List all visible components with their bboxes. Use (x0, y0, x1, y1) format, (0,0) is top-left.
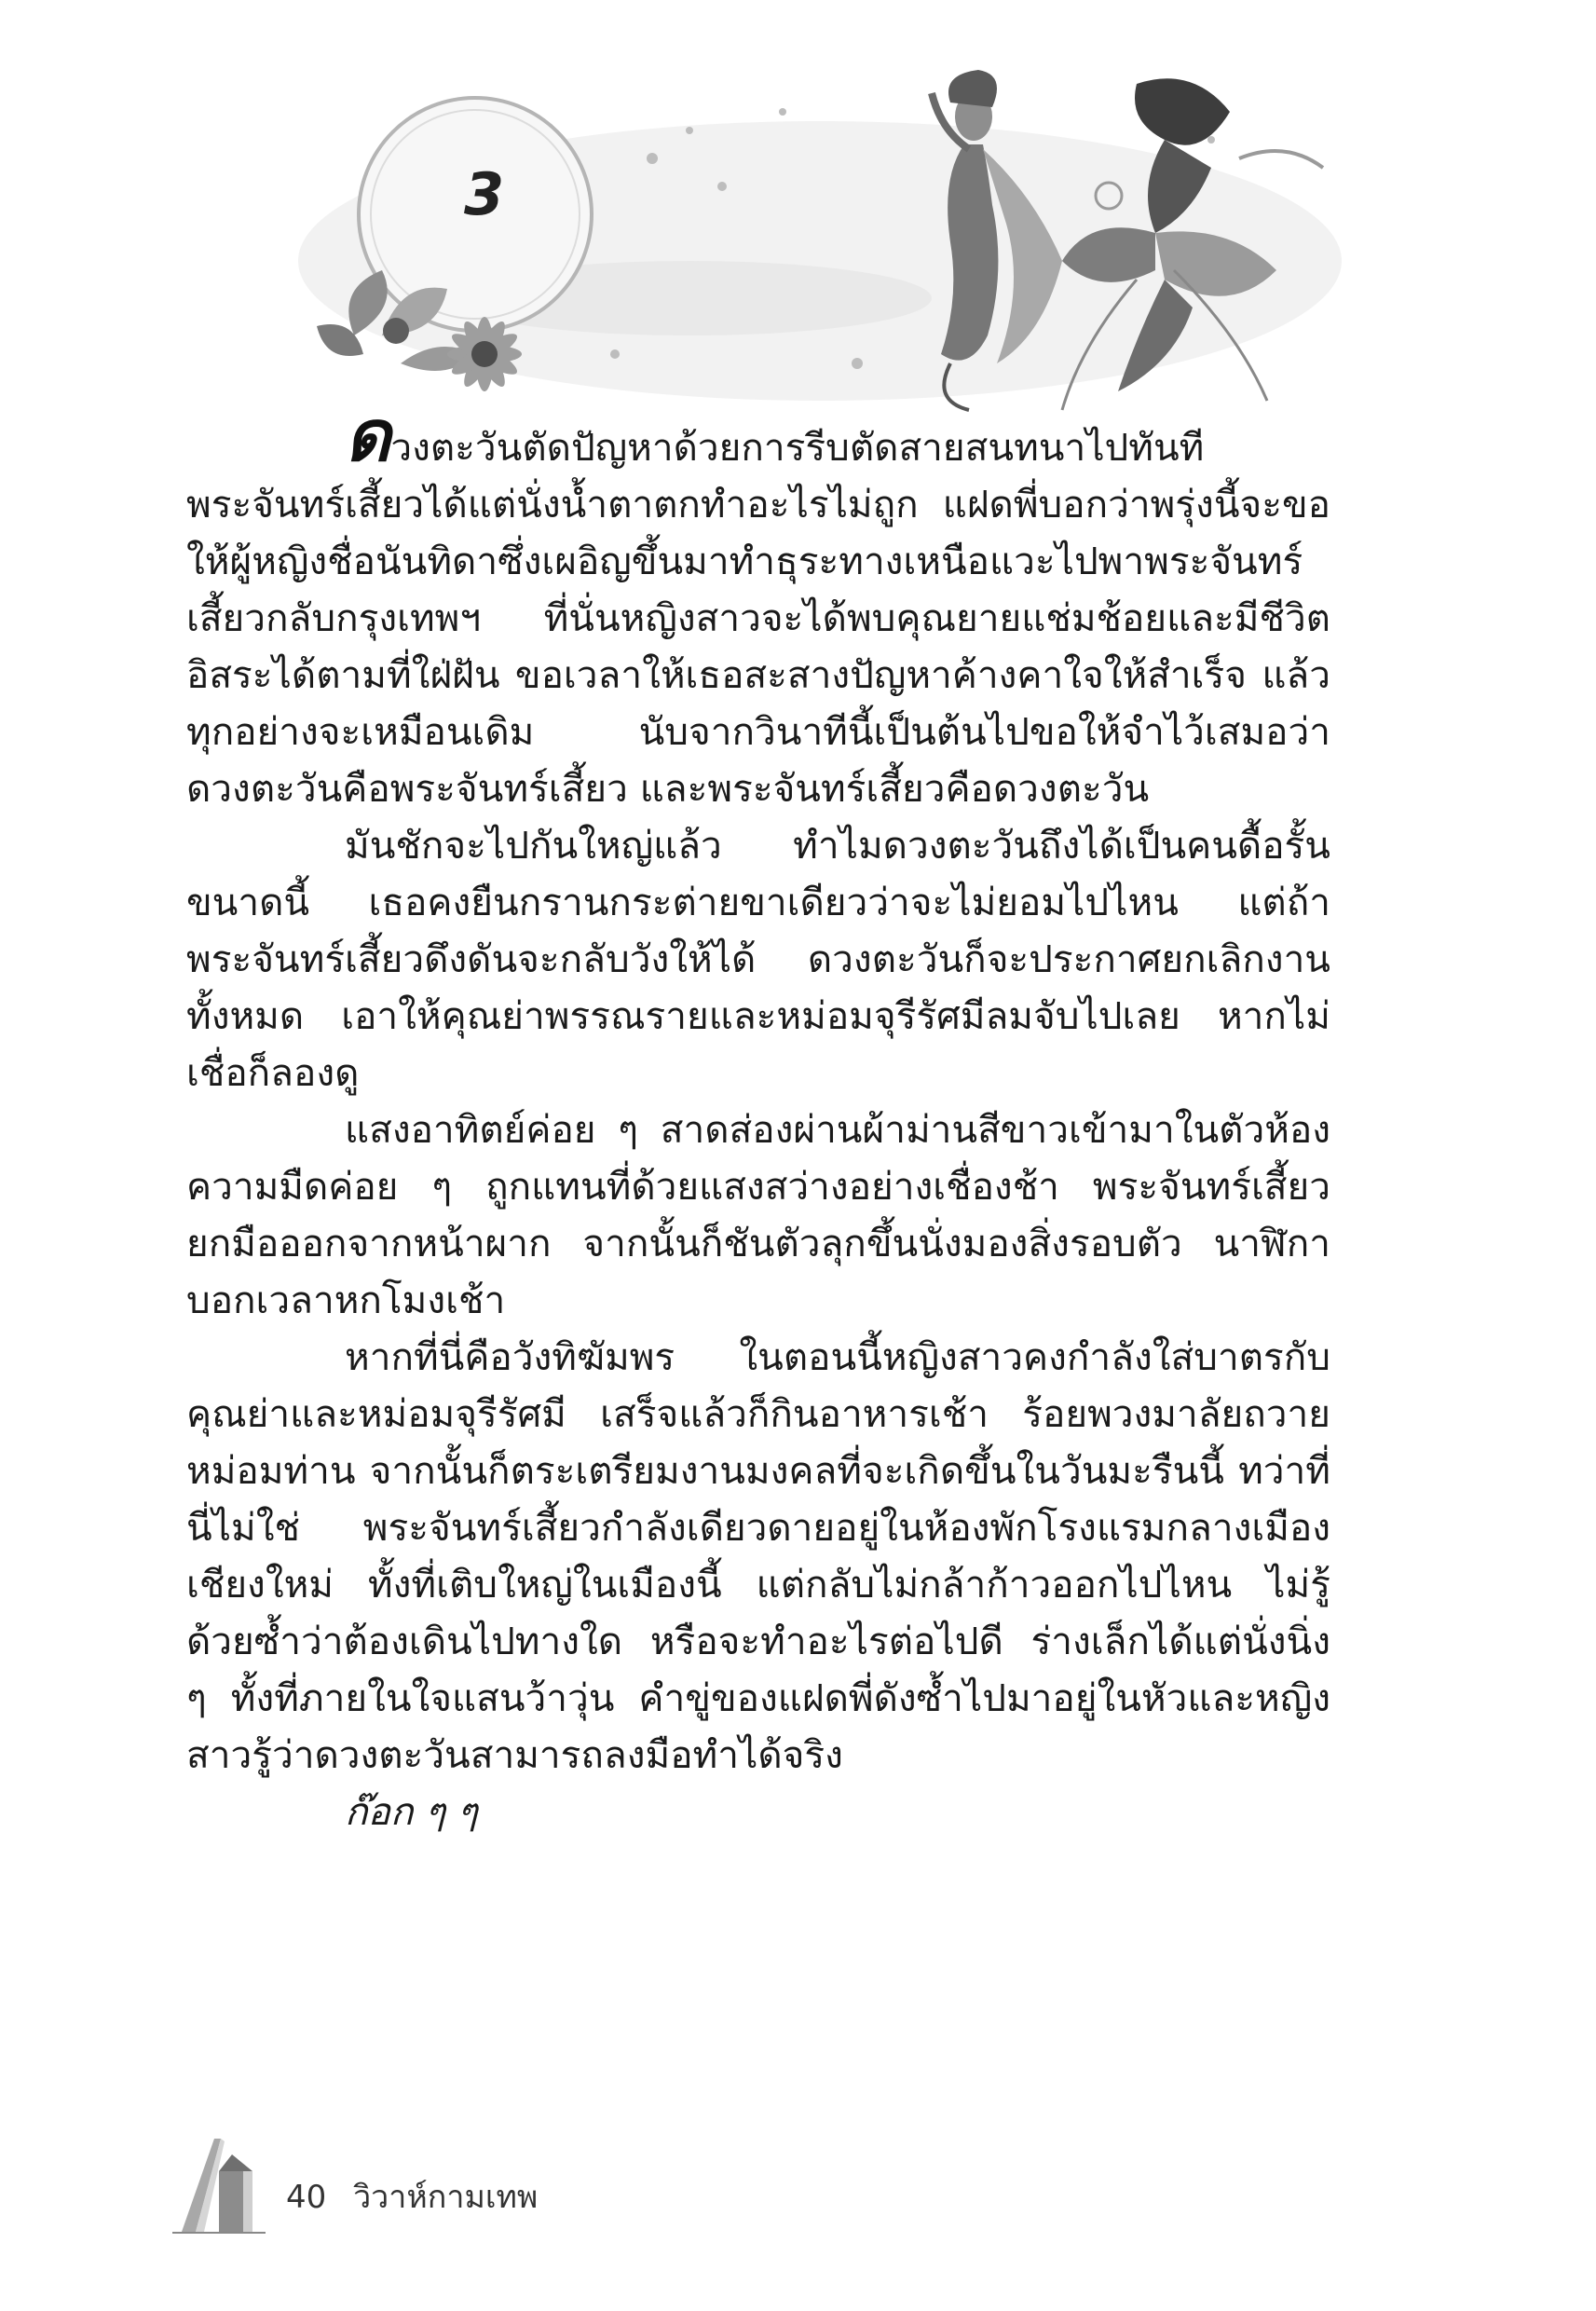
book-title: วิวาห์กามเทพ (353, 2179, 539, 2216)
paragraph: หากที่นี่คือวังทิฆัมพร ในตอนนี้หญิงสาวคงกำลังใส่บาตรกับคุณย่าและหม่อมจุรีรัศมี เสร็จแล้วก็กินอาหารเช้า ร้อยพวงมาลัยถวายหม่อมท่าน จากนั้นก็ตระเตรียมงานมงคลที่จะเกิดขึ้นในวันมะรืนนี้ ทว่าที่นี่ไม่ใช่ พระจันทร์เสี้ยวกำลังเดียวดายอยู่ในห้องพักโรงแรมกลางเมืองเชียงใหม่ ทั้งที่เติบใหญ่ในเมืองนี้ แต่กลับไม่กล้าก้าวออกไปไหน ไม่รู้ด้วยซ้ำว่าต้องเดินไปทางใด หรือจะทำอะไรต่อไปดี ร่างเล็กได้แต่นั่งนิ่ง ๆ ทั้งที่ภายในใจแสนว้าวุ่น คำขู่ของแฝดพี่ดังซ้ำไปมาอยู่ในหัวและหญิงสาวรู้ว่าดวงตะวันสามารถลงมือทำได้จริง (186, 1334, 1330, 1777)
page-footer (163, 2134, 722, 2236)
paragraph: แสงอาทิตย์ค่อย ๆ สาดส่องผ่านผ้าม่านสีขาวเข้ามาในตัวห้อง ความมืดค่อย ๆ ถูกแทนที่ด้วยแสงสว่างอย่างเชื่องช้า พระจันทร์เสี้ยวยกมือออกจากหน้าผาก จากนั้นก็ชันตัวลุกขึ้นนั่งมองสิ่งรอบตัว นาฬิกาบอกเวลาหกโมงเช้า (186, 1107, 1330, 1322)
chapter-header-illustration (298, 56, 1351, 429)
drop-cap: ด (345, 394, 391, 477)
lipstick-icon (163, 2134, 275, 2236)
chapter-number: 3 (464, 160, 505, 228)
paragraph: มันชักจะไปกันใหญ่แล้ว ทำไมดวงตะวันถึงได้เป็นคนดื้อรั้นขนาดนี้ เธอคงยืนกรานกระต่ายขาเดียวว่าจะไม่ยอมไปไหน แต่ถ้าพระจันทร์เสี้ยวดึงดันจะกลับวังให้ได้ ดวงตะวันก็จะประกาศยกเลิกงานทั้งหมด เอาให้คุณย่าพรรณรายและหม่อมจุรีรัศมีลมจับไปเลย หากไม่เชื่อก็ลองดู (186, 823, 1330, 1095)
chapter-body (186, 394, 1330, 1840)
paragraph (186, 394, 1330, 817)
paragraph-text: วงตะวันตัดปัญหาด้วยการรีบตัดสายสนทนาไปทันที พระจันทร์เสี้ยวได้แต่นั่งน้ำตาตกทำอะไรไม่ถูก แฝดพี่บอกว่าพรุ่งนี้จะขอให้ผู้หญิงชื่อนันทิดาซึ่งเผอิญขึ้นมาทำธุระทางเหนือแวะไปพาพระจันทร์เสี้ยวกลับกรุงเทพฯ ที่นั่นหญิงสาวจะได้พบคุณยายแช่มช้อยและมีชีวิตอิสระได้ตามที่ใฝ่ฝัน ขอเวลาให้เธอสะสางปัญหาค้างคาใจให้สำเร็จ แล้วทุกอย่างจะเหมือนเดิม นับจากวินาทีนี้เป็นต้นไปขอให้จำไว้เสมอว่าดวงตะวันคือพระจันทร์เสี้ยว และพระจันทร์เสี้ยวคือดวงตะวัน (186, 425, 1330, 811)
knock-sound-line: ก๊อก ๆ ๆ (345, 1789, 478, 1834)
page-number: 40 (286, 2179, 327, 2216)
